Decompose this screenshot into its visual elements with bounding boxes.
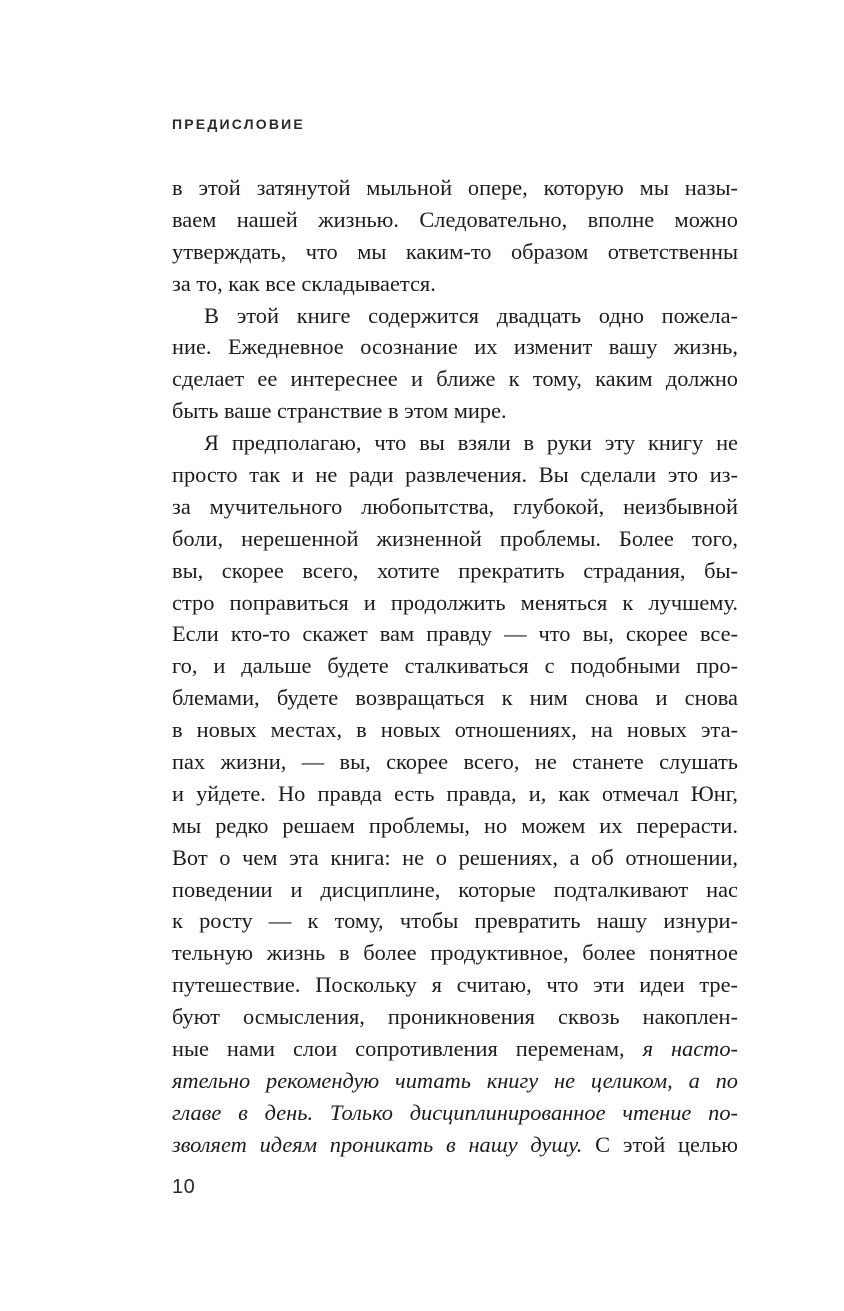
- text-line: просто так и не ради развлечения. Вы сделали это из-: [172, 462, 738, 488]
- text-line: ние. Ежедневное осознание их изменит вашу жизнь,: [172, 334, 738, 360]
- text-line: пах жизни, — вы, скорее всего, не станете слушать: [172, 749, 738, 775]
- italic-text: ятельно рекомендую читать книгу не целиком, а по: [172, 1067, 738, 1093]
- roman-text: С этой целью: [582, 1131, 739, 1157]
- text-line: [172, 1097, 738, 1129]
- text-line: В этой книге содержится двадцать одно пожела-: [204, 302, 738, 328]
- page-number: 10: [172, 1176, 196, 1198]
- text-line: Если кто-то скажет вам правду — что вы, скорее все-: [172, 621, 738, 647]
- text-line: путешествие. Поскольку я считаю, что эти идеи тре-: [172, 972, 738, 998]
- text-line: Вот о чем эта книга: не о решениях, а об отношении,: [172, 844, 738, 870]
- text-line: в новых местах, в новых отношениях, на новых эта-: [172, 717, 738, 743]
- text-line: блемами, будете возвращаться к ним снова и снова: [172, 685, 738, 711]
- text-line: тельную жизнь в более продуктивное, более понятное: [172, 940, 738, 966]
- text-line: [172, 1129, 738, 1161]
- text-line: вы, скорее всего, хотите прекратить страдания, бы-: [172, 557, 738, 583]
- roman-text: ные нами слои сопротивления переменам,: [172, 1036, 643, 1062]
- text-line: [172, 1033, 738, 1065]
- text-line: за то, как все складывается.: [172, 270, 436, 296]
- text-line: Я предполагаю, что вы взяли в руки эту книгу не: [204, 430, 738, 456]
- page-body: [172, 172, 738, 1161]
- text-line: за мучительного любопытства, глубокой, неизбывной: [172, 493, 738, 519]
- text-line: буют осмысления, проникновения сквозь накоплен-: [172, 1004, 738, 1030]
- text-line: [172, 1065, 738, 1097]
- text-line: утверждать, что мы каким-то образом ответственны: [172, 238, 738, 264]
- text-line: быть ваше странствие в этом мире.: [172, 398, 507, 424]
- text-line: боли, нерешенной жизненной проблемы. Более того,: [172, 525, 738, 551]
- text-line: в этой затянутой мыльной опере, которую мы назы-: [172, 175, 738, 200]
- text-line: ваем нашей жизнью. Следовательно, вполне можно: [172, 206, 738, 232]
- text-line: го, и дальше будете сталкиваться с подобными про-: [172, 653, 738, 679]
- text-line: стро поправиться и продолжить меняться к лучшему.: [172, 589, 738, 615]
- text-line: к росту — к тому, чтобы превратить нашу изнури-: [172, 908, 738, 934]
- italic-text: зволяет идеям проникать в нашу душу.: [172, 1131, 583, 1157]
- text-line: сделает ее интереснее и ближе к тому, каким должно: [172, 366, 738, 392]
- italic-text: главе в день. Только дисциплинированное чтение по-: [172, 1099, 738, 1125]
- running-header: ПРЕДИСЛОВИЕ: [172, 116, 305, 132]
- text-line: поведении и дисциплине, которые подталкивают нас: [172, 876, 738, 902]
- italic-text: я насто-: [642, 1036, 739, 1062]
- text-line: и уйдете. Но правда есть правда, и, как отмечал Юнг,: [172, 780, 738, 806]
- text-line: мы редко решаем проблемы, но можем их перерасти.: [172, 812, 738, 838]
